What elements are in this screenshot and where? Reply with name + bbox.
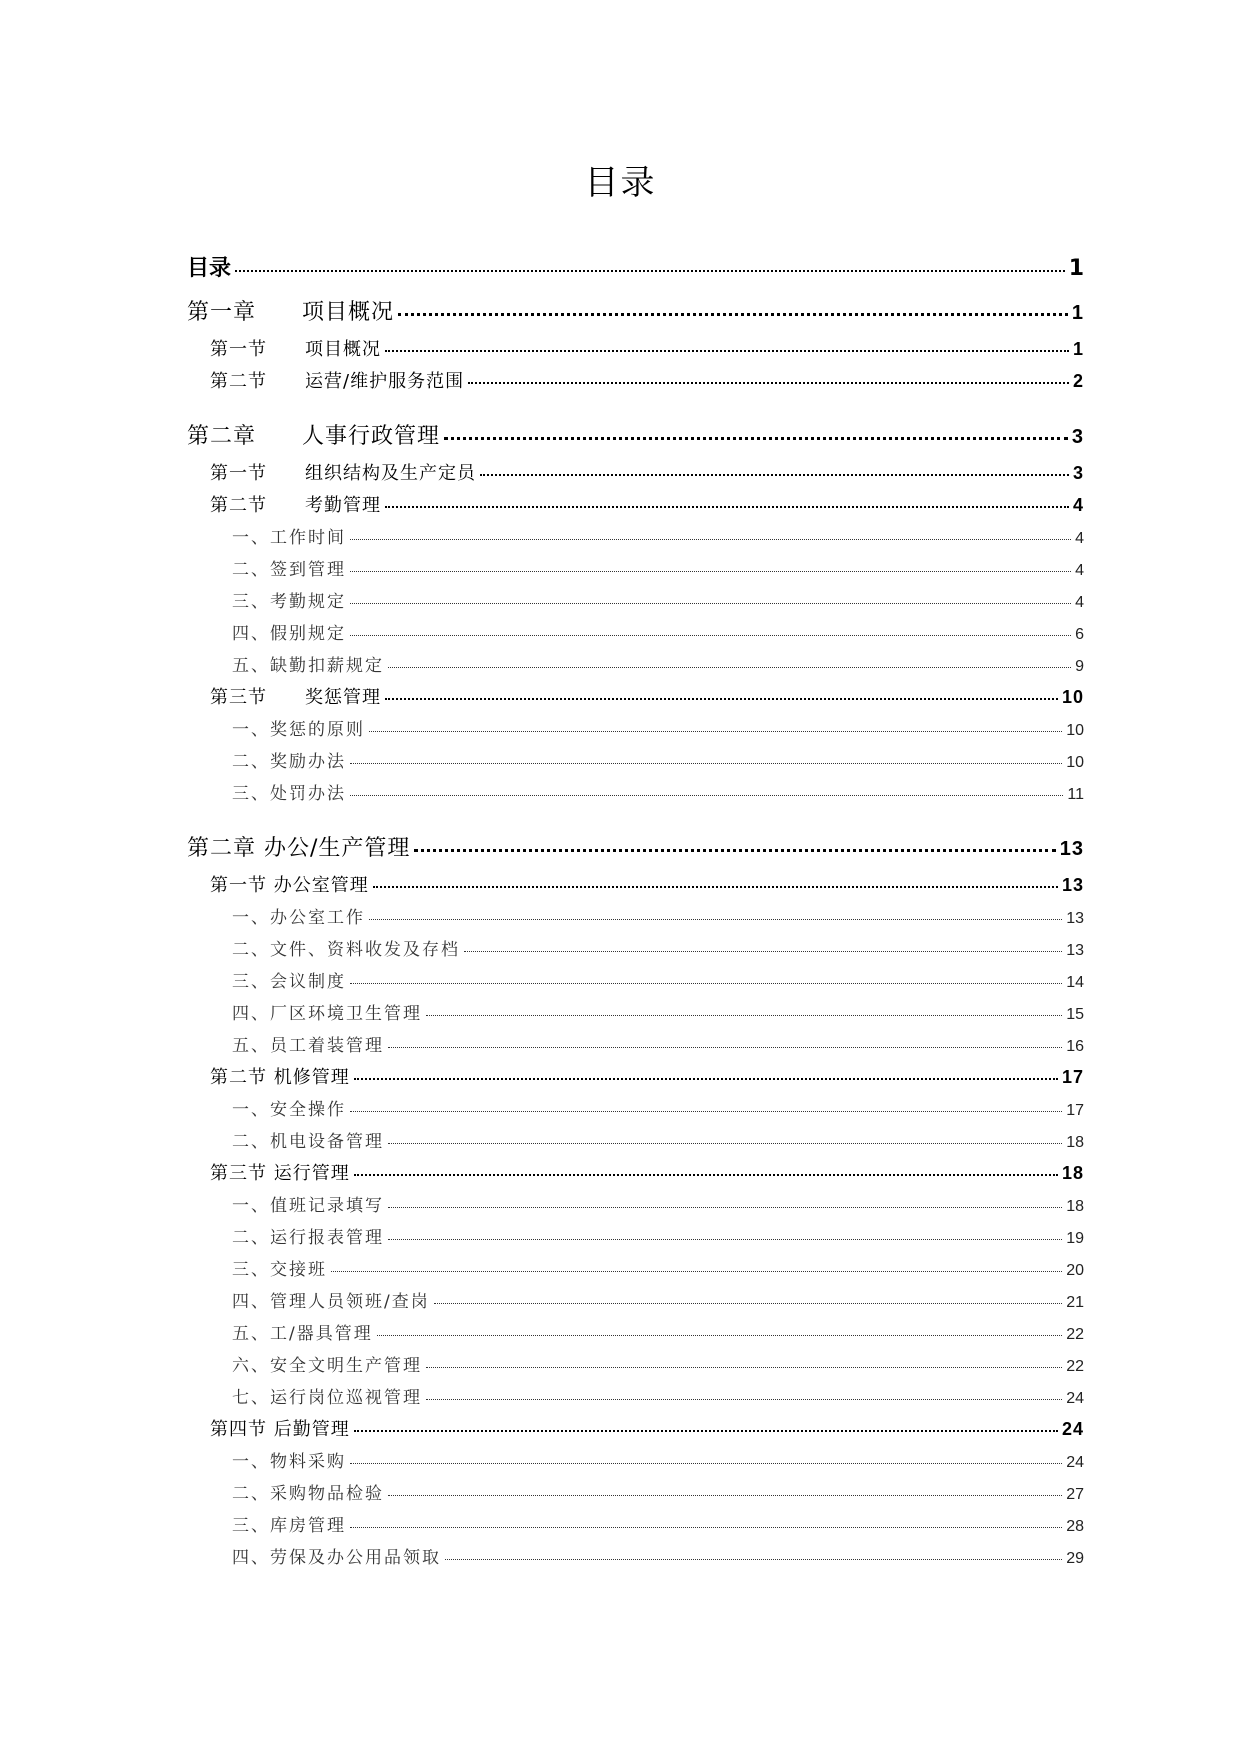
- toc-entry-label: 二、机电设备管理: [232, 1132, 384, 1152]
- toc-entry[interactable]: [187, 367, 1084, 399]
- toc-entry-page: 16: [1066, 1038, 1084, 1055]
- toc-entry-label: 第四节 后勤管理: [210, 1419, 350, 1440]
- toc-entry-label: 第二章 人事行政管理: [187, 424, 441, 449]
- toc-entry[interactable]: [187, 1319, 1084, 1351]
- toc-entry[interactable]: [187, 1031, 1084, 1063]
- toc-entry-label: 一、值班记录填写: [232, 1196, 384, 1216]
- dot-leader: [331, 1270, 1062, 1272]
- toc-entry-label: 五、工/器具管理: [232, 1324, 373, 1344]
- toc-entry-label: 四、假别规定: [232, 624, 346, 644]
- toc-entry-page: 9: [1075, 658, 1084, 675]
- dot-leader: [350, 634, 1071, 636]
- dot-leader: [350, 570, 1071, 572]
- dot-leader: [354, 1077, 1058, 1080]
- toc-entry-label: 四、劳保及办公用品领取: [232, 1548, 441, 1568]
- toc-entry-page: 18: [1066, 1134, 1084, 1151]
- toc-entry-label: 第二章 办公/生产管理: [187, 836, 411, 861]
- toc-entry[interactable]: [187, 1159, 1084, 1191]
- dot-leader: [377, 1334, 1062, 1336]
- toc-entry[interactable]: [187, 1255, 1084, 1287]
- toc-entry-page: 10: [1066, 754, 1084, 771]
- toc-entry[interactable]: [187, 935, 1084, 967]
- toc-entry-page: 13: [1059, 838, 1084, 860]
- toc-entry-page: 17: [1061, 1067, 1084, 1087]
- toc-entry[interactable]: [187, 779, 1084, 811]
- dot-leader: [444, 436, 1068, 440]
- toc-entry[interactable]: [187, 1287, 1084, 1319]
- toc-entry[interactable]: [187, 619, 1084, 651]
- toc-entry-page: 29: [1066, 1550, 1084, 1567]
- toc-entry-page: 14: [1066, 974, 1084, 991]
- toc-entry[interactable]: [187, 1511, 1084, 1543]
- dot-leader: [385, 349, 1069, 352]
- toc-entry[interactable]: [187, 523, 1084, 555]
- toc-entry[interactable]: [187, 1095, 1084, 1127]
- toc-entry[interactable]: [187, 1063, 1084, 1095]
- dot-leader: [388, 1238, 1062, 1240]
- toc-entry-label: 一、物料采购: [232, 1452, 346, 1472]
- toc-entry[interactable]: [187, 1543, 1084, 1575]
- toc-entry[interactable]: [187, 335, 1084, 367]
- toc-entry[interactable]: [187, 491, 1084, 523]
- toc-entry-label: 三、处罚办法: [232, 784, 346, 804]
- toc-entry-page: 24: [1066, 1390, 1084, 1407]
- toc-entry-page: 21: [1066, 1294, 1084, 1311]
- toc-entry[interactable]: [187, 587, 1084, 619]
- dot-leader: [468, 381, 1069, 384]
- toc-entry[interactable]: [187, 289, 1084, 335]
- toc-entry-page: 18: [1061, 1163, 1084, 1183]
- toc-entry[interactable]: [187, 1415, 1084, 1447]
- dot-leader: [373, 885, 1058, 888]
- toc-entry-page: 11: [1067, 786, 1084, 803]
- toc-entry-page: 13: [1066, 910, 1084, 927]
- toc-entry-page: 4: [1075, 594, 1084, 611]
- dot-leader: [385, 505, 1069, 508]
- toc-entry-page: 4: [1075, 562, 1084, 579]
- page-title: 目录: [584, 163, 657, 203]
- dot-leader: [388, 666, 1071, 668]
- toc-entry-page: 1: [1068, 256, 1084, 281]
- toc-entry-label: 五、员工着装管理: [232, 1036, 384, 1056]
- toc-entry-page: 4: [1075, 530, 1084, 547]
- toc-entry[interactable]: [187, 683, 1084, 715]
- toc-entry-label: 第二节 运营/维护服务范围: [210, 371, 465, 392]
- toc-entry-page: 22: [1066, 1358, 1084, 1375]
- toc-entry-label: 第二节 考勤管理: [210, 495, 381, 516]
- toc-entry-label: 三、会议制度: [232, 972, 346, 992]
- dot-leader: [235, 269, 1065, 272]
- toc-entry-page: 24: [1066, 1454, 1084, 1471]
- dot-leader: [388, 1046, 1062, 1048]
- toc-entry-page: 3: [1072, 463, 1084, 483]
- toc-entry-page: 6: [1075, 626, 1084, 643]
- toc-entry-label: 三、交接班: [232, 1260, 327, 1280]
- dot-leader: [350, 1110, 1062, 1112]
- dot-leader: [426, 1398, 1062, 1400]
- toc-entry[interactable]: [187, 1223, 1084, 1255]
- toc-entry-page: 1: [1071, 302, 1084, 324]
- dot-leader: [388, 1142, 1062, 1144]
- toc-entry-label: 七、运行岗位巡视管理: [232, 1388, 422, 1408]
- dot-leader: [388, 1494, 1062, 1496]
- toc-entry[interactable]: [187, 1191, 1084, 1223]
- toc-entry-label: 五、缺勤扣薪规定: [232, 656, 384, 676]
- toc-entry-label: 第一节 项目概况: [210, 339, 381, 360]
- toc-entry-label: 三、库房管理: [232, 1516, 346, 1536]
- toc-entry[interactable]: [187, 555, 1084, 587]
- toc-entry-page: 27: [1066, 1486, 1084, 1503]
- toc-entry[interactable]: [187, 459, 1084, 491]
- dot-leader: [354, 1429, 1058, 1432]
- dot-leader: [350, 602, 1071, 604]
- dot-leader: [369, 730, 1062, 732]
- toc-entry-page: 10: [1061, 687, 1084, 707]
- toc-entry-label: 四、厂区环境卫生管理: [232, 1004, 422, 1024]
- toc-entry-page: 2: [1072, 371, 1084, 391]
- toc-entry-label: 三、考勤规定: [232, 592, 346, 612]
- toc-entry[interactable]: [187, 999, 1084, 1031]
- dot-leader: [426, 1014, 1062, 1016]
- toc-entry[interactable]: [187, 1447, 1084, 1479]
- toc-entry-label: 二、运行报表管理: [232, 1228, 384, 1248]
- toc-entry-page: 28: [1066, 1518, 1084, 1535]
- dot-leader: [350, 794, 1063, 796]
- toc-entry-label: 第一节 组织结构及生产定员: [210, 463, 476, 484]
- toc-entry[interactable]: [187, 1351, 1084, 1383]
- toc-entry[interactable]: [187, 413, 1084, 459]
- table-of-contents: [187, 245, 1084, 1575]
- toc-entry-label: 第一章 项目概况: [187, 300, 395, 325]
- dot-leader: [369, 918, 1062, 920]
- toc-entry-label: 一、工作时间: [232, 528, 346, 548]
- dot-leader: [350, 538, 1071, 540]
- toc-entry-label: 第三节 运行管理: [210, 1163, 350, 1184]
- toc-entry-page: 20: [1066, 1262, 1084, 1279]
- dot-leader: [480, 473, 1069, 476]
- toc-entry-page: 17: [1066, 1102, 1084, 1119]
- toc-entry-label: 四、管理人员领班/查岗: [232, 1292, 430, 1312]
- toc-entry[interactable]: [187, 747, 1084, 779]
- toc-entry-page: 19: [1066, 1230, 1084, 1247]
- toc-entry-label: 一、办公室工作: [232, 908, 365, 928]
- dot-leader: [464, 950, 1062, 952]
- toc-entry-page: 24: [1061, 1419, 1084, 1439]
- dot-leader: [350, 1526, 1062, 1528]
- toc-entry[interactable]: [187, 651, 1084, 683]
- toc-entry[interactable]: [187, 825, 1084, 871]
- dot-leader: [350, 982, 1062, 984]
- toc-entry-page: 3: [1071, 426, 1084, 448]
- dot-leader: [354, 1173, 1058, 1176]
- toc-entry[interactable]: [187, 245, 1084, 289]
- toc-entry-label: 第二节 机修管理: [210, 1067, 350, 1088]
- toc-entry[interactable]: [187, 967, 1084, 999]
- toc-entry[interactable]: [187, 715, 1084, 747]
- toc-entry-page: 13: [1066, 942, 1084, 959]
- toc-entry-page: 10: [1066, 722, 1084, 739]
- toc-entry[interactable]: [187, 1479, 1084, 1511]
- toc-entry-page: 1: [1072, 339, 1084, 359]
- toc-entry-label: 二、文件、资料收发及存档: [232, 940, 460, 960]
- toc-entry-page: 15: [1066, 1006, 1084, 1023]
- toc-entry-page: 4: [1072, 495, 1084, 515]
- toc-entry-page: 18: [1066, 1198, 1084, 1215]
- toc-entry[interactable]: [187, 1127, 1084, 1159]
- toc-entry-page: 22: [1066, 1326, 1084, 1343]
- toc-entry-page: 13: [1061, 875, 1084, 895]
- toc-entry-label: 第一节 办公室管理: [210, 875, 369, 896]
- dot-leader: [388, 1206, 1062, 1208]
- dot-leader: [398, 312, 1068, 316]
- toc-entry[interactable]: [187, 871, 1084, 903]
- toc-entry-label: 一、安全操作: [232, 1100, 346, 1120]
- toc-entry-label: 二、签到管理: [232, 560, 346, 580]
- dot-leader: [414, 848, 1055, 852]
- toc-entry-label: 第三节 奖惩管理: [210, 687, 381, 708]
- dot-leader: [350, 762, 1062, 764]
- dot-leader: [350, 1462, 1062, 1464]
- toc-entry[interactable]: [187, 1383, 1084, 1415]
- toc-entry-label: 六、安全文明生产管理: [232, 1356, 422, 1376]
- dot-leader: [434, 1302, 1062, 1304]
- dot-leader: [426, 1366, 1062, 1368]
- toc-entry-label: 二、采购物品检验: [232, 1484, 384, 1504]
- toc-entry-label: 二、奖励办法: [232, 752, 346, 772]
- toc-entry-label: 目录: [187, 256, 232, 281]
- toc-entry[interactable]: [187, 903, 1084, 935]
- dot-leader: [385, 697, 1058, 700]
- dot-leader: [445, 1558, 1062, 1560]
- toc-entry-label: 一、奖惩的原则: [232, 720, 365, 740]
